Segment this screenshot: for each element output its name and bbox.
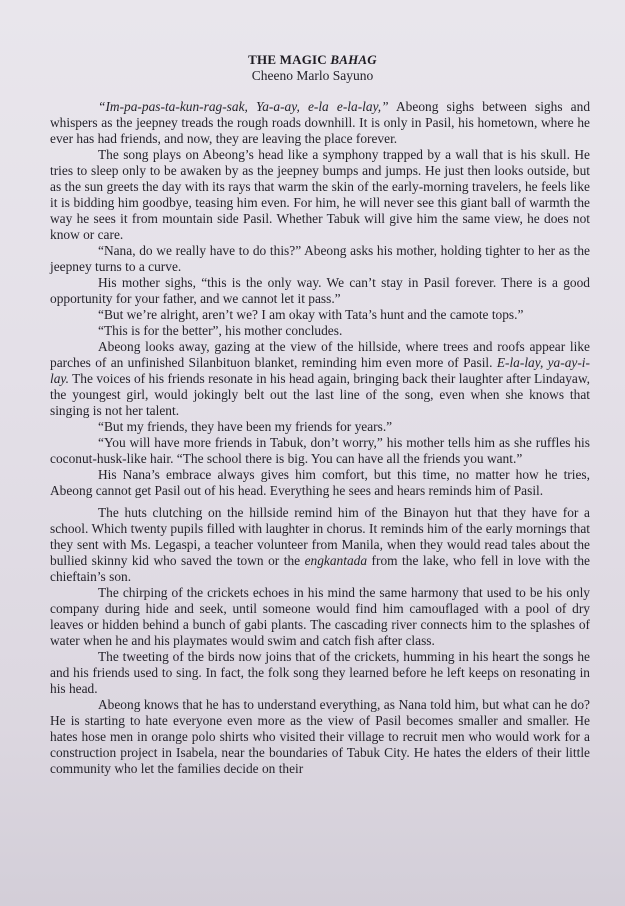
story-paragraph xyxy=(50,99,590,147)
story-body xyxy=(50,99,590,777)
paragraph-text: The chirping of the crickets echoes in his mind the same harmony that used to be his only company during hide and seek, until someone would find him camouflaged with a pool of dry leaves or hidden behind a bunch of gabi plants. The cascading river connects him to the splashes of water when he and his playmates would swim and catch fish after class. xyxy=(50,585,590,648)
italic-text: engkantada xyxy=(304,553,368,568)
story-paragraph xyxy=(50,649,590,697)
paragraph-text: The voices of his friends resonate in his head again, bringing back their laughter after Lindayaw, the youngest girl, would jokingly belt out the last line of the song, even when she knows that singing is not her talent. xyxy=(50,371,590,418)
story-paragraph xyxy=(50,419,590,435)
paragraph-text: “You will have more friends in Tabuk, don’t worry,” his mother tells him as she ruffles his coconut-husk-like hair. “The school there is big. You can have all the friends you want.” xyxy=(50,435,590,466)
paragraph-text: Abeong knows that he has to understand everything, as Nana told him, but what can he do? He is starting to hate everyone even more as the view of Pasil becomes smaller and smaller. He hates hose men in orange polo shirts who visited their village to recruit men who would work for a construction project in Isabela, near the boundaries of Tabuk City. He hates the elders of their little community who let the families decide on their xyxy=(50,697,590,776)
italic-text: E-la-lay, ya-ay-i-lay. xyxy=(50,355,590,386)
story-paragraph xyxy=(50,435,590,467)
paragraph-text: “Nana, do we really have to do this?” Abeong asks his mother, holding tighter to her as the jeepney turns to a curve. xyxy=(50,243,590,274)
paragraph-text: The tweeting of the birds now joins that of the crickets, humming in his heart the songs he and his friends used to sing. In fact, the folk song they learned before he left keeps on resonating in his head. xyxy=(50,649,590,696)
story-title-main: THE MAGIC xyxy=(248,52,331,67)
story-author: Cheeno Marlo Sayuno xyxy=(251,68,374,83)
story-title xyxy=(0,52,625,68)
paragraph-text: Abeong sighs between sighs and whispers as the jeepney treads the rough roads downhill. It is only in Pasil, his hometown, where he ever has had friends, and now, they are leaving the place forever. xyxy=(50,99,591,146)
paragraph-text: His Nana’s embrace always gives him comfort, but this time, no matter how he tries, Abeong cannot get Pasil out of his head. Everything he sees and hears reminds him of Pasil. xyxy=(50,467,590,498)
paragraph-text: “But my friends, they have been my friends for years.” xyxy=(98,419,393,434)
story-title-italic: BAHAG xyxy=(330,52,377,67)
paragraph-text: The huts clutching on the hillside remind him of the Binayon hut that they have for a school. Which twenty pupils filled with laughter in chorus. It reminds him of the early mornings that they sent with Ms. Legaspi, a teacher volunteer from Manila, when they would read tales about the bullied skinny kid who saved the town or the xyxy=(50,505,590,568)
story-paragraph xyxy=(50,275,590,307)
paragraph-text: The song plays on Abeong’s head like a symphony trapped by a wall that is his skull. He tries to sleep only to be awaken by as the jeepney bumps and jumps. He just then looks outside, but as the sun greets the day with its rays that warm the skin of the early-morning travelers, he feels like it is bidding him goodbye, teasing him even. For him, he will never see this giant ball of warmth the way he sees it from mountain side Pasil. Whether Tabuk will give him the same view, he does not know or care. xyxy=(50,147,590,242)
paragraph-text: His mother sighs, “this is the only way. We can’t stay in Pasil forever. There is a good opportunity for your father, and we cannot let it pass.” xyxy=(50,275,590,306)
story-paragraph xyxy=(50,307,590,323)
story-paragraph xyxy=(50,467,590,499)
paragraph-text: Abeong looks away, gazing at the view of the hillside, where trees and roofs appear like parches of an unfinished Silanbituon blanket, reminding him even more of Pasil. xyxy=(50,339,590,370)
story-paragraph xyxy=(50,243,590,275)
story-paragraph xyxy=(50,505,590,585)
story-paragraph xyxy=(50,339,590,419)
story-paragraph xyxy=(50,147,590,243)
italic-text: “Im-pa-pas-ta-kun-rag-sak, Ya-a-ay, e-la e-la-lay,” xyxy=(98,99,389,114)
story-paragraph xyxy=(50,697,590,777)
story-paragraph xyxy=(50,323,590,339)
paragraph-text: “This is for the better”, his mother concludes. xyxy=(98,323,343,338)
paragraph-text: “But we’re alright, aren’t we? I am okay with Tata’s hunt and the camote tops.” xyxy=(98,307,524,322)
paragraph-text: from the lake, who fell in love with the chieftain’s son. xyxy=(50,553,590,584)
story-paragraph xyxy=(50,585,590,649)
